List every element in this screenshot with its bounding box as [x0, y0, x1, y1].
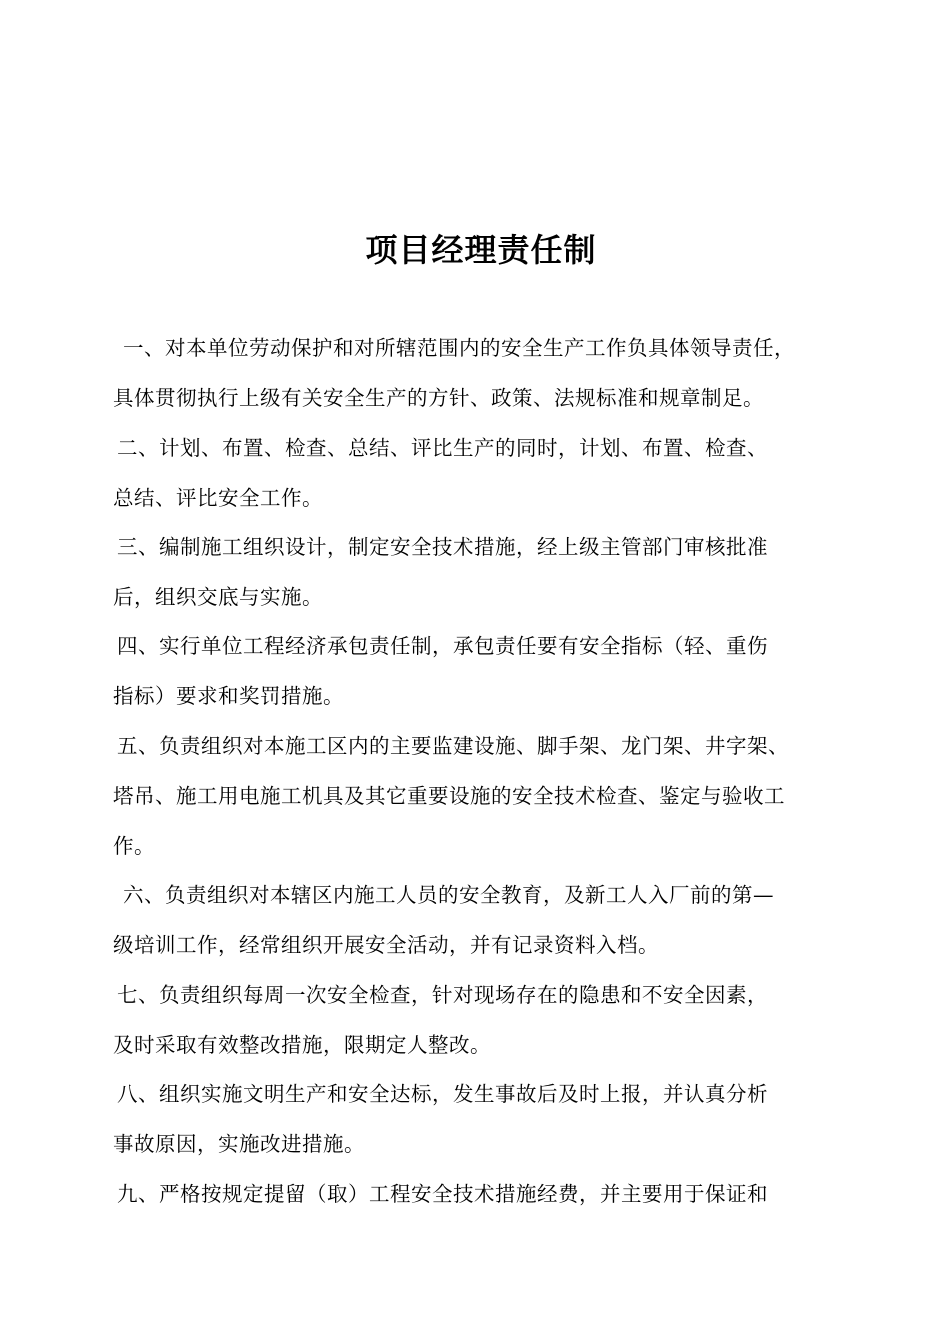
text-line: 后，组织交底与实施。 — [113, 585, 323, 609]
text-line: 总结、评比安全工作。 — [113, 486, 323, 510]
text-line: 五、负责组织对本施工区内的主要监建设施、脚手架、龙门架、井字架、 — [117, 734, 789, 758]
text-line: 事故原因，实施改进措施。 — [113, 1132, 365, 1156]
text-line: 二、计划、布置、检查、总结、评比生产的同时，计划、布置、检查、 — [117, 436, 768, 460]
text-line: 八、组织实施文明生产和安全达标，发生事故后及时上报，并认真分析 — [117, 1082, 768, 1106]
text-line: 级培训工作，经常组织开展安全活动，并有记录资料入档。 — [113, 933, 659, 957]
text-line: 三、编制施工组织设计，制定安全技术措施，经上级主管部门审核批准 — [117, 535, 768, 559]
text-line: 六、负责组织对本辖区内施工人员的安全教育，及新工人入厂前的第— — [123, 883, 774, 907]
document-title: 项目经理责任制 — [365, 231, 597, 269]
text-line: 具体贯彻执行上级有关安全生产的方针、政策、法规标准和规章制足。 — [113, 386, 764, 410]
text-line: 塔吊、施工用电施工机具及其它重要设施的安全技术检查、鉴定与验收工 — [113, 784, 785, 808]
text-line: 及时采取有效整改措施，限期定人整改。 — [113, 1033, 491, 1057]
text-line: 作。 — [113, 834, 155, 858]
text-line: 一、对本单位劳动保护和对所辖范围内的安全生产工作负具体领导责任， — [123, 336, 795, 360]
text-line: 四、实行单位工程经济承包责任制，承包责任要有安全指标（轻、重伤 — [117, 634, 768, 658]
text-line: 指标）要求和奖罚措施。 — [113, 684, 344, 708]
text-line: 九、严格按规定提留（取）工程安全技术措施经费，并主要用于保证和 — [117, 1182, 768, 1206]
text-line: 七、负责组织每周一次安全检查，针对现场存在的隐患和不安全因素， — [117, 983, 768, 1007]
